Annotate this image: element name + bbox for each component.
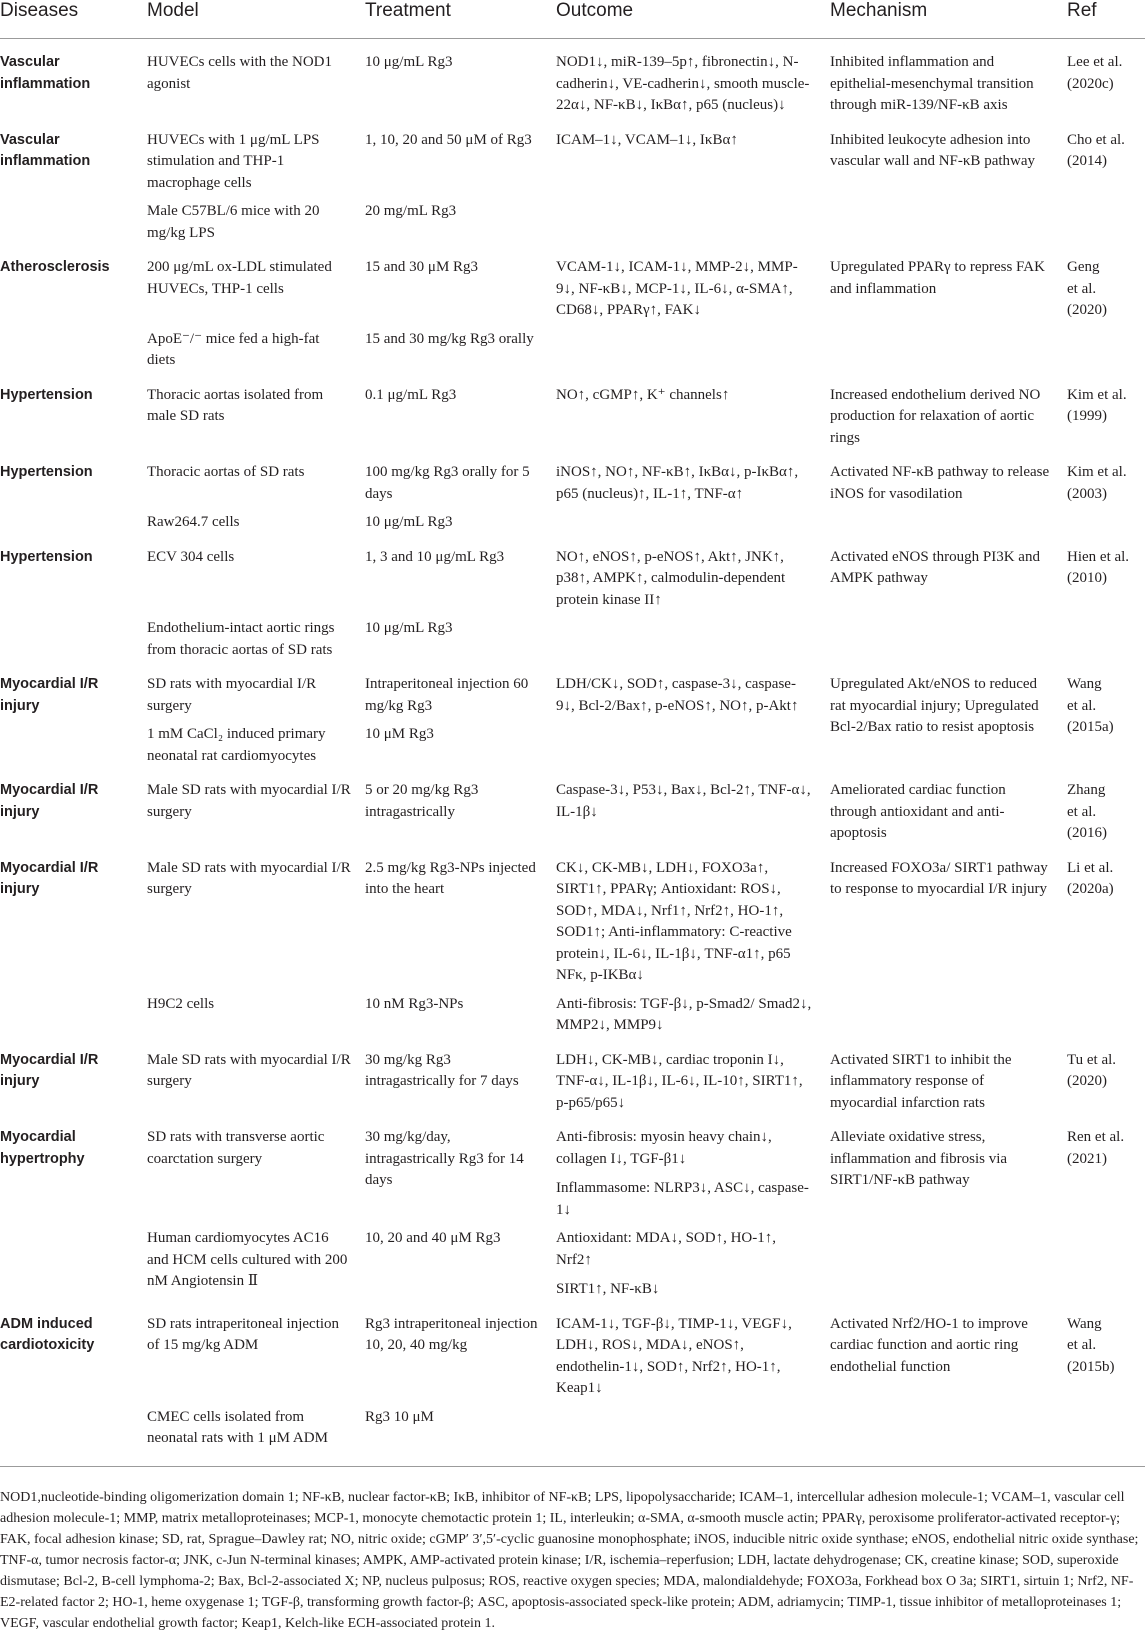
treatment-cell: 10, 20 and 40 μM Rg3: [365, 1230, 501, 1246]
disease-line: hypertrophy: [0, 1150, 85, 1167]
treatment-cell: Rg3 intraperitoneal injection 10, 20, 40 mg/kg: [365, 1315, 538, 1353]
disease-cell: [0, 534, 139, 662]
model-cell: 200 μg/mL ox-LDL stimulated HUVECs, THP-1 cells: [147, 259, 332, 297]
disease-line: Hypertension: [0, 386, 93, 403]
treatment-cell: 15 and 30 mg/kg Rg3 orally: [365, 330, 534, 347]
model-cell: HUVECs with 1 μg/mL LPS stimulation and THP-1 macrophage cells: [147, 131, 320, 191]
table-row: [0, 372, 1145, 450]
spacer-cell: [0, 1450, 1145, 1466]
outcome-paragraph: iNOS↑, NO↑, NF-κB↑, IκBα↓, p-IκBα↑, p65 (nucleus)↑, IL-1↑, TNF-α↑: [556, 464, 799, 502]
treatment-cell: 1, 3 and 10 μg/mL Rg3: [365, 548, 505, 565]
outcome-paragraph: Anti-fibrosis: myosin heavy chain↓, collagen I↓, TGF-β1↓: [556, 1129, 772, 1167]
disease-line: ADM induced: [0, 1315, 93, 1332]
treatment-cell: 10 μM Rg3: [365, 726, 434, 742]
ref-line: (1999): [1067, 408, 1107, 424]
treatment-cell: 20 mg/mL Rg3: [365, 203, 457, 219]
outcome-paragraph: ICAM-1↓, TGF-β↓, TIMP-1↓, VEGF↓, LDH↓, ROS↓, MDA↓, eNOS↑, endothelin-1↓, SOD↑, Nrf2↑, HO-1↑, Keap1↓: [556, 1315, 792, 1396]
model-cell: SD rats with myocardial I/R surgery: [147, 676, 317, 714]
outcome-cell: [548, 1114, 822, 1221]
ref-cell: [1061, 117, 1145, 245]
model-cell: HUVECs cells with the NOD1 agonist: [147, 54, 332, 92]
outcome-cell: [548, 39, 822, 117]
disease-line: Atherosclerosis: [0, 259, 110, 275]
ref-cell: [1061, 845, 1145, 1037]
disease-line: injury: [0, 803, 40, 820]
treatment-cell: 100 mg/kg Rg3 orally for 5 days: [365, 464, 530, 502]
outcome-cell: [548, 987, 822, 1037]
outcome-paragraph: NO↑, cGMP↑, K⁺ channels↑: [556, 386, 730, 403]
disease-line: Vascular: [0, 131, 60, 148]
outcome-paragraph: Anti-fibrosis: TGF-β↓, p-Smad2/ Smad2↓, MMP2↓, MMP9↓: [556, 995, 812, 1033]
disease-line: injury: [0, 1073, 40, 1089]
ref-line: et al.: [1067, 697, 1097, 714]
table-row: [0, 661, 1145, 717]
table-row: [0, 117, 1145, 195]
outcome-cell: [548, 845, 822, 987]
ref-line: (2014): [1067, 153, 1107, 169]
ref-line: (2015a): [1067, 719, 1114, 735]
ref-line: Wang: [1067, 1315, 1102, 1332]
ref-cell: [1061, 244, 1145, 372]
ref-line: (2020c): [1067, 75, 1114, 92]
ref-line: Kim et al.: [1067, 464, 1127, 480]
outcome-paragraph: ICAM–1↓, VCAM–1↓, IκBα↑: [556, 131, 738, 148]
ref-line: et al.: [1067, 803, 1097, 820]
treatment-cell: Rg3 10 μM: [365, 1408, 434, 1425]
treatment-cell: 30 mg/kg Rg3 intragastrically for 7 days: [365, 1051, 519, 1089]
table-row: [0, 1114, 1145, 1221]
table-row: [0, 1301, 1145, 1400]
treatment-cell: 5 or 20 mg/kg Rg3 intragastrically: [365, 782, 479, 820]
mechanism-cell: Activated eNOS through PI3K and AMPK pathway: [830, 548, 1040, 586]
outcome-paragraph: VCAM-1↓, ICAM-1↓, MMP-2↓, MMP-9↓, NF-κB↓, MCP-1↓, IL-6↓, α-SMA↑, CD68↓, PPARγ↑, FAK↓: [556, 259, 798, 318]
disease-line: Hypertension: [0, 464, 93, 480]
treatment-cell: Intraperitoneal injection 60 mg/kg Rg3: [365, 676, 529, 714]
footnote-text: NOD1,nucleotide-binding oligomerization domain 1; NF-κB, nuclear factor-κB; IκB, inhibitor of NF-κB; LPS, lipopolysaccharide; ICAM–1, intercellular adhesion molecule-1; VCAM–1, vascular cell adhesion molecule-1; MMP, matrix metalloproteinases; MCP-1, monocyte chemotactic protein 1; IL, interleukin; α-SMA, α-smooth muscle actin; PPARγ, peroxisome proliferator-activated receptor-γ; FAK, focal adhesion kinase; SD, rat, Sprague–Dawley rat; NO, nitric oxide; cGMP′ 3′,5′-cyclic guanosine monophosphate; iNOS, inducible nitric oxide synthase; eNOS, endothelial nitric oxide synthase; TNF-α, tumor necrosis factor-α; JNK, c-Jun N-terminal kinases; AMPK, AMP-activated protein kinase; I/R, ischemia–reperfusion; LDH, lactate dehydrogenase; CK, creatine kinase; SOD, superoxide dismutase; Bcl-2, B-cell lymphoma-2; Bax, Bcl-2-associated X; NP, nucleus pulposus; ROS, reactive oxygen species; MDA, malondialdehyde; FOXO3a, Forkhead box O 3a; SIRT1, sirtuin 1; Nrf2, NF-E2-related factor 2; HO-1, heme oxygenase 1; TGF-β, transforming growth factor-β; ASC, apoptosis-associated speck-like protein; ADM, adriamycin; TIMP-1, tissue inhibitor of metalloproteinases 1; VEGF, vascular endothelial growth factor; Keap1, Kelch-like ECH-associated protein 1.: [0, 1489, 1139, 1631]
outcome-paragraph: LDH/CK↓, SOD↑, caspase-3↓, caspase-9↓, Bcl-2/Bax↑, p-eNOS↑, NO↑, p-Akt↑: [556, 676, 799, 714]
ref-line: Ren et al.: [1067, 1129, 1125, 1145]
header-model: Model: [147, 0, 199, 21]
ref-cell: [1061, 767, 1145, 845]
outcome-cell: [548, 372, 822, 450]
model-cell: ApoE⁻/⁻ mice fed a high-fat diets: [147, 330, 320, 368]
model-cell: Raw264.7 cells: [147, 514, 240, 530]
mechanism-cell: Increased FOXO3a/ SIRT1 pathway to response to myocardial I/R injury: [830, 859, 1048, 897]
disease-cell: [0, 1301, 139, 1450]
outcome-cell: [548, 505, 822, 534]
mechanism-cell: Activated NF-κB pathway to release iNOS for vasodilation: [830, 464, 1050, 502]
outcome-paragraph: NO↑, eNOS↑, p-eNOS↑, Akt↑, JNK↑, p38↑, AMPK↑, calmodulin-dependent protein kinase II↑: [556, 548, 786, 608]
ref-line: (2020): [1067, 302, 1107, 318]
disease-cell: [0, 39, 139, 117]
table-row: [0, 1037, 1145, 1115]
ref-line: Cho et al.: [1067, 131, 1125, 148]
disease-cell: [0, 767, 139, 845]
disease-cell: [0, 1037, 139, 1115]
ref-line: (2015b): [1067, 1358, 1115, 1375]
disease-cell: [0, 1114, 139, 1301]
ref-line: (2020a): [1067, 881, 1114, 897]
disease-cell: [0, 845, 139, 1037]
outcome-cell: [548, 322, 822, 372]
mechanism-cell: Upregulated PPARγ to repress FAK and inflammation: [830, 259, 1045, 297]
outcome-cell: [548, 1400, 822, 1450]
ref-line: Wang: [1067, 676, 1102, 692]
model-cell: CMEC cells isolated from neonatal rats with 1 μM ADM: [147, 1408, 328, 1446]
outcome-paragraph: LDH↓, CK-MB↓, cardiac troponin I↓, TNF-α↓, IL-1β↓, IL-6↓, IL-10↑, SIRT1↑, p-p65/p65↓: [556, 1051, 803, 1111]
model-cell: Endothelium-intact aortic rings from thoracic aortas of SD rats: [147, 620, 335, 658]
model-cell: Male SD rats with myocardial I/R surgery: [147, 859, 351, 897]
table-body: [0, 39, 1145, 1466]
model-cell: 1 mM CaCl₂ induced primary neonatal rat cardiomyocytes: [147, 726, 326, 764]
outcome-cell: [548, 534, 822, 612]
disease-line: injury: [0, 881, 40, 897]
table-header: [0, 0, 1145, 39]
ref-line: Lee et al.: [1067, 54, 1123, 70]
treatment-cell: 0.1 μg/mL Rg3: [365, 386, 457, 403]
disease-line: Myocardial: [0, 1129, 76, 1145]
ref-line: Kim et al.: [1067, 386, 1127, 403]
model-cell: Male SD rats with myocardial I/R surgery: [147, 1051, 351, 1089]
disease-line: Hypertension: [0, 548, 93, 565]
model-cell: Thoracic aortas isolated from male SD rats: [147, 386, 324, 424]
header-row: [0, 0, 1145, 39]
outcome-paragraph: Inflammasome: NLRP3↓, ASC↓, caspase-1↓: [556, 1180, 809, 1218]
outcome-cell: [548, 1301, 822, 1400]
mechanism-cell: Increased endothelium derived NO production for relaxation of aortic rings: [830, 386, 1041, 446]
ref-line: Tu et al.: [1067, 1051, 1117, 1068]
table-row: [0, 767, 1145, 845]
disease-cell: [0, 244, 139, 372]
treatment-cell: 10 nM Rg3-NPs: [365, 995, 464, 1012]
outcome-paragraph: Caspase-3↓, P53↓, Bax↓, Bcl-2↑, TNF-α↓, IL-1β↓: [556, 782, 811, 820]
header-outcome: Outcome: [556, 0, 634, 21]
model-cell: H9C2 cells: [147, 995, 215, 1012]
ref-line: (2016): [1067, 825, 1107, 841]
outcome-paragraph: NOD1↓, miR-139–5p↑, fibronectin↓, N-cadherin↓, VE-cadherin↓, smooth muscle-22α↓, NF-κB↓, IκBα↑, p65 (nucleus)↓: [556, 54, 810, 113]
ref-cell: [1061, 449, 1145, 534]
mechanism-cell: Activated SIRT1 to inhibit the inflammatory response of myocardial infarction rats: [830, 1051, 1012, 1111]
table-end-spacer: [0, 1450, 1145, 1466]
ref-line: (2020): [1067, 1073, 1107, 1089]
outcome-paragraph: CK↓, CK-MB↓, LDH↓, FOXO3a↑, SIRT1↑, PPARγ; Antioxidant: ROS↓, SOD↑, MDA↓, Nrf1↑, Nrf2↑, HO-1↑, SOD1↑; Anti-inflammatory: C-reactive protein↓, IL-6↓, IL-1β↓, TNF-α1↑, p65 NFκ, p-IKBα↓: [556, 859, 792, 983]
disease-cell: [0, 117, 139, 245]
treatment-cell: 10 μg/mL Rg3: [365, 514, 453, 530]
disease-line: Myocardial I/R: [0, 782, 99, 798]
disease-line: injury: [0, 697, 40, 714]
ref-cell: [1061, 534, 1145, 662]
header-ref: Ref: [1067, 0, 1097, 21]
disease-line: Myocardial I/R: [0, 859, 99, 876]
mechanism-cell: Alleviate oxidative stress, inflammation and fibrosis via SIRT1/NF-κB pathway: [830, 1129, 1008, 1188]
outcome-cell: [548, 244, 822, 322]
outcome-cell: [548, 717, 822, 767]
ref-line: Zhang: [1067, 782, 1106, 798]
outcome-paragraph: Antioxidant: MDA↓, SOD↑, HO-1↑, Nrf2↑: [556, 1230, 776, 1268]
model-cell: Male C57BL/6 mice with 20 mg/kg LPS: [147, 203, 320, 241]
treatment-cell: 30 mg/kg/day, intragastrically Rg3 for 14 days: [365, 1129, 524, 1188]
ref-line: Geng: [1067, 259, 1100, 275]
outcome-cell: [548, 117, 822, 195]
ref-cell: [1061, 1301, 1145, 1450]
ref-cell: [1061, 39, 1145, 117]
treatment-cell: 10 μg/mL Rg3: [365, 620, 453, 636]
treatment-cell: 10 μg/mL Rg3: [365, 54, 453, 70]
outcome-cell: [548, 661, 822, 717]
disease-line: Myocardial I/R: [0, 676, 99, 692]
disease-line: inflammation: [0, 153, 91, 169]
model-cell: Thoracic aortas of SD rats: [147, 464, 305, 480]
treatment-cell: 2.5 mg/kg Rg3-NPs injected into the heart: [365, 859, 536, 897]
mechanism-cell: Ameliorated cardiac function through antioxidant and anti-apoptosis: [830, 782, 1006, 841]
ref-line: et al.: [1067, 1337, 1097, 1353]
model-cell: SD rats with transverse aortic coarctation surgery: [147, 1129, 325, 1167]
disease-cell: [0, 372, 139, 450]
ref-cell: [1061, 1114, 1145, 1301]
ref-line: (2003): [1067, 485, 1107, 502]
ref-line: Li et al.: [1067, 859, 1114, 876]
mechanism-cell: Inhibited leukocyte adhesion into vascular wall and NF-κB pathway: [830, 131, 1036, 169]
header-diseases: Diseases: [0, 0, 79, 21]
disease-line: cardiotoxicity: [0, 1337, 95, 1353]
mechanism-cell: Inhibited inflammation and epithelial-mesenchymal transition through miR-139/NF-κB axis: [830, 54, 1034, 113]
table-row: [0, 39, 1145, 117]
disease-line: inflammation: [0, 75, 91, 92]
model-cell: SD rats intraperitoneal injection of 15 mg/kg ADM: [147, 1315, 340, 1353]
model-cell: ECV 304 cells: [147, 548, 235, 565]
disease-line: Myocardial I/R: [0, 1051, 99, 1068]
table-row: [0, 244, 1145, 322]
ref-cell: [1061, 661, 1145, 767]
outcome-cell: [548, 1221, 822, 1301]
disease-line: Vascular: [0, 54, 60, 70]
ref-line: Hien et al.: [1067, 548, 1130, 565]
disease-cell: [0, 661, 139, 767]
table-row: [0, 534, 1145, 612]
treatment-cell: 1, 10, 20 and 50 μM of Rg3: [365, 131, 532, 148]
outcome-cell: [548, 449, 822, 505]
mechanism-cell: Activated Nrf2/HO-1 to improve cardiac function and aortic ring endothelial function: [830, 1315, 1028, 1375]
outcome-cell: [548, 1037, 822, 1115]
table-row: [0, 845, 1145, 987]
ref-cell: [1061, 1037, 1145, 1115]
outcome-paragraph: SIRT1↑, NF-κB↓: [556, 1281, 660, 1297]
ref-line: (2010): [1067, 570, 1107, 586]
outcome-cell: [548, 611, 822, 661]
treatment-cell: 15 and 30 μM Rg3: [365, 259, 479, 275]
disease-cell: [0, 449, 139, 534]
table-row: [0, 449, 1145, 505]
header-mechanism: Mechanism: [830, 0, 928, 21]
header-treatment: Treatment: [365, 0, 451, 21]
ref-line: (2021): [1067, 1150, 1107, 1167]
footnote: [0, 1467, 1145, 1634]
outcome-cell: [548, 194, 822, 244]
ref-line: et al.: [1067, 280, 1097, 297]
model-cell: Male SD rats with myocardial I/R surgery: [147, 782, 351, 820]
ref-cell: [1061, 372, 1145, 450]
mechanism-cell: Upregulated Akt/eNOS to reduced rat myocardial injury; Upregulated Bcl-2/Bax ratio to resist apoptosis: [830, 676, 1039, 735]
model-cell: Human cardiomyocytes AC16 and HCM cells cultured with 200 nM Angiotensin Ⅱ: [147, 1230, 348, 1289]
outcome-cell: [548, 767, 822, 845]
